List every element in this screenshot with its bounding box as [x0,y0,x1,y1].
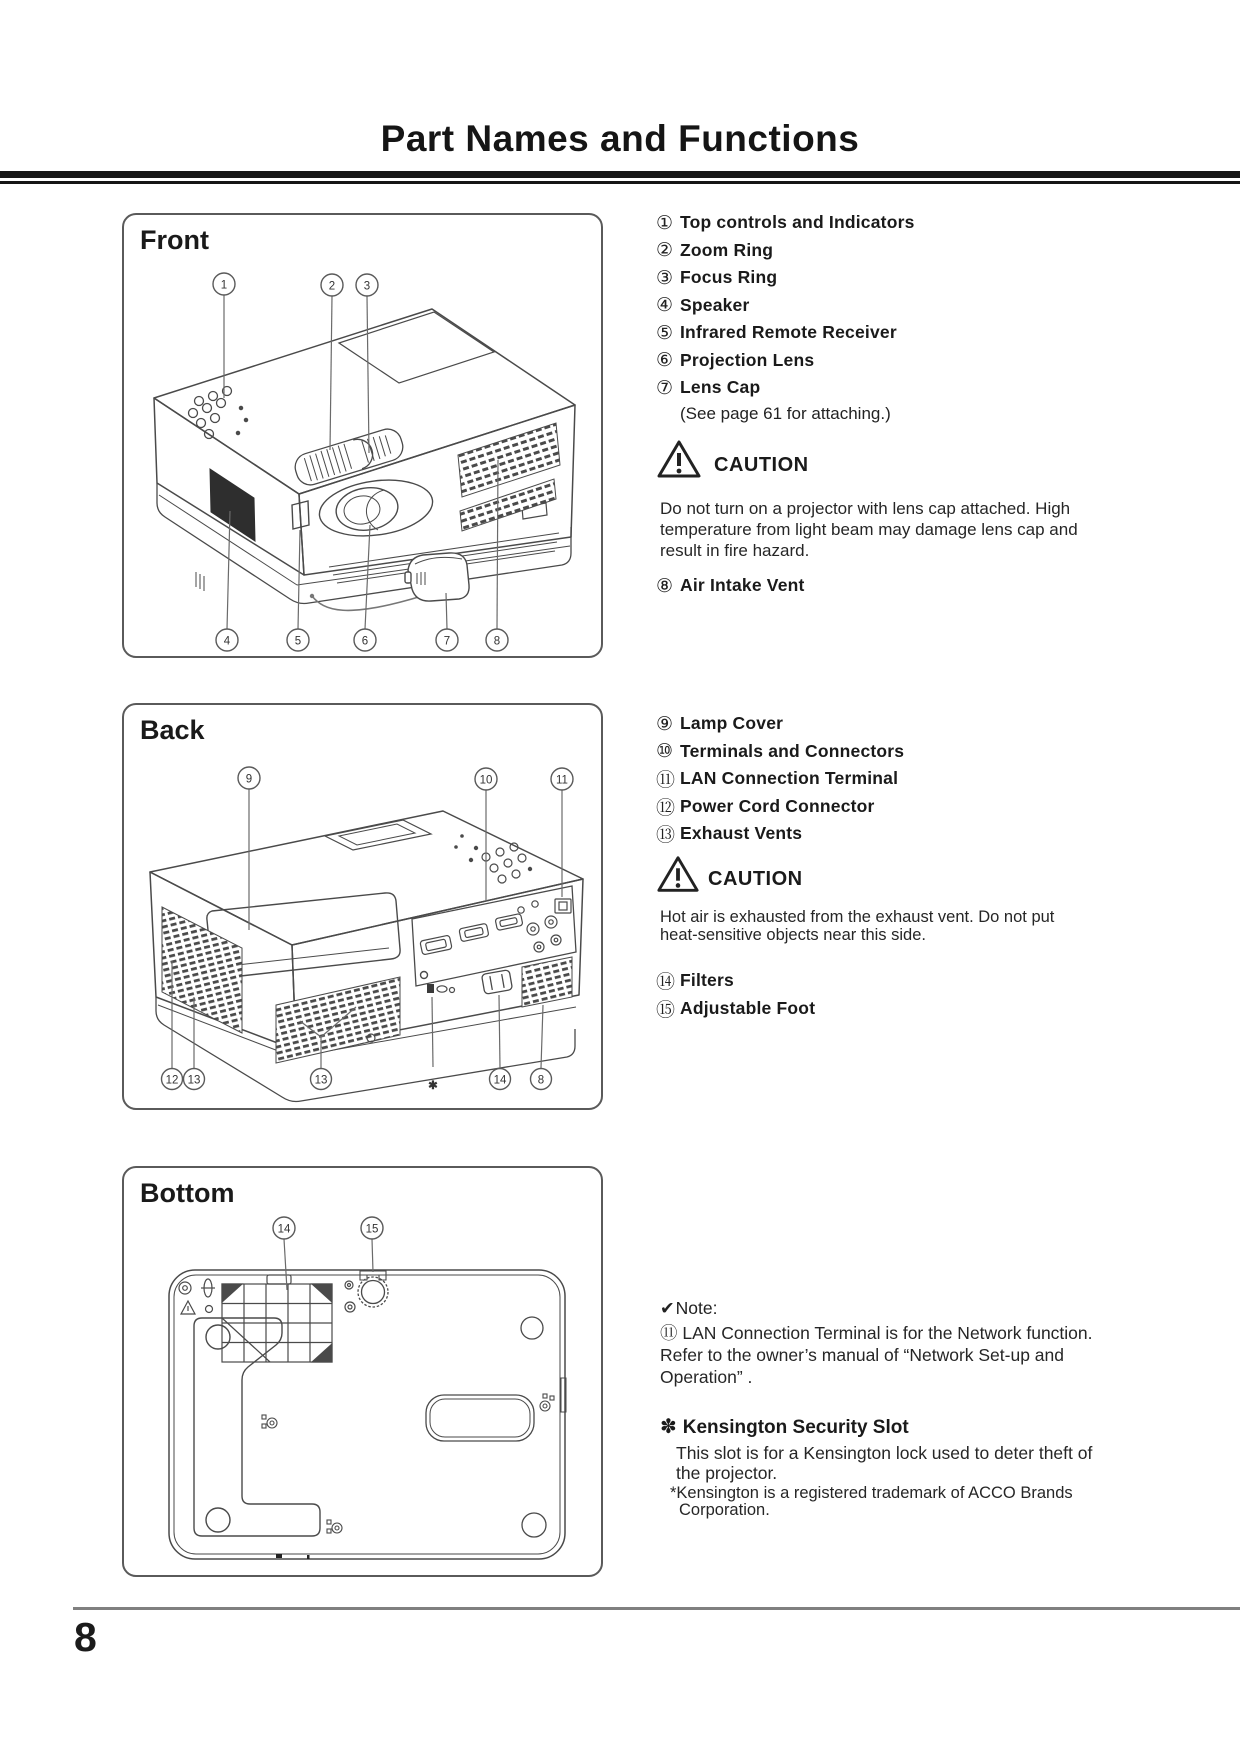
front-projector-illustration [124,215,601,656]
list-item: ⑩ Terminals and Connectors [656,740,905,763]
bottom-tick [307,1555,310,1559]
svg-text:11: 11 [556,774,568,787]
warning-triangle-icon [656,438,702,480]
bottom-body-outline [169,1270,565,1559]
caution-1-header: CAUTION [656,438,1222,480]
svg-text:2: 2 [328,280,336,293]
zoom-focus-rings-illustration [292,426,407,489]
indicator-dot [460,834,464,838]
svg-text:8: 8 [493,635,501,648]
air-intake-item: ⑧ Air Intake Vent [656,574,805,597]
front-parts-list [656,209,1222,402]
front-callout-7 [436,593,458,651]
svg-text:14: 14 [493,1074,507,1087]
lens-cap-illustration [310,553,469,610]
front-callout-6 [354,525,376,651]
asterisk-icon: ✽ [660,1414,677,1438]
list-item: ① Top controls and Indicators [656,211,915,234]
back-callout-9 [238,767,260,930]
back-projector-illustration [124,705,601,1108]
list-item: ⑥ Projection Lens [656,349,815,372]
caution-2-body: Hot air is exhausted from the exhaust vent. Do not put heat-sensitive objects near this side. [660,908,1055,944]
bottom-callout-14 [273,1217,295,1290]
svg-text:13: 13 [187,1074,201,1087]
back-parts-list-2 [656,967,1222,1022]
page-number: 8 [74,1614,97,1660]
svg-text:13: 13 [314,1074,328,1087]
svg-text:5: 5 [294,635,302,648]
kensington-trademark: *Kensington is a registered trademark of ACCO Brands Corporation. [670,1484,1073,1519]
list-item: ④ Speaker [656,294,750,317]
svg-text:10: 10 [479,774,493,787]
list-item: ⑤ Infrared Remote Receiver [656,321,897,344]
svg-text:✱: ✱ [428,1080,438,1092]
terminals-illustration [420,899,571,955]
kensington-header: ✽ Kensington Security Slot [660,1414,909,1438]
kensington-body: This slot is for a Kensington lock used to deter theft of the projector. [676,1443,1093,1483]
back-parts-list [656,710,1222,848]
check-icon: ✔ [660,1299,675,1319]
front-callout-5 [287,530,309,651]
svg-text:9: 9 [245,773,253,786]
note-body: ⑪ LAN Connection Terminal is for the Network function. Refer to the owner’s manual of “Network Set-up and Operation” . [660,1323,1093,1387]
projection-lens-illustration [316,473,436,542]
back-callout-8 [531,1005,552,1090]
bottom-tick [276,1554,282,1558]
svg-text:14: 14 [277,1223,291,1236]
top-recess-illustration [339,312,494,383]
bottom-recess-illustration [426,1317,566,1537]
list-item: ⑨ Lamp Cover [656,712,784,735]
indicator-dot [454,845,458,849]
front-diagram-label: Front [140,225,209,255]
list-item: ② Zoom Ring [656,239,774,262]
back-diagram-panel [122,703,603,1110]
bottom-callout-15 [361,1217,383,1272]
lens-cap-note: (See page 61 for attaching.) [680,404,891,423]
svg-text:6: 6 [361,635,369,648]
list-item: ⑦ Lens Cap [656,376,761,399]
bottom-diagram-panel [122,1166,603,1577]
note-header: ✔Note: [660,1298,718,1319]
title-rule-thick [0,171,1240,178]
svg-text:7: 7 [443,635,451,648]
caution-1-body: Do not turn on a projector with lens cap attached. High temperature from light beam may damage lens cap and result in fire hazard. [660,499,1078,560]
foot-screw-icons [262,1394,554,1533]
list-item: ⑫ Power Cord Connector [656,795,875,819]
list-item: ③ Focus Ring [656,266,778,289]
bottom-projector-illustration [124,1168,601,1575]
caution-2-header: CAUTION [656,854,1222,894]
bottom-diagram-label: Bottom [140,1178,235,1208]
svg-text:1: 1 [220,279,228,292]
title-rule-thin [0,181,1240,184]
air-intake-vent-illustration [522,957,572,1007]
front-callout-3 [356,274,378,453]
adjustable-foot-illustration [358,1271,388,1307]
warning-triangle-icon [656,854,700,894]
exhaust-vent-bottom-illustration [276,977,400,1063]
list-item: ⑮ Adjustable Foot [656,997,816,1021]
svg-text:3: 3 [363,280,371,293]
list-item: ⑭ Filters [656,970,734,994]
filter-foot-illustration [481,970,512,995]
list-item: ⑪ LAN Connection Terminal [656,768,899,792]
svg-text:4: 4 [223,635,231,648]
kensington-slot-illustration [427,984,455,993]
svg-text:15: 15 [365,1223,379,1236]
back-callout-star [428,997,438,1092]
front-callout-2 [321,274,343,450]
front-callout-1 [213,273,235,398]
back-callout-11 [551,768,573,897]
front-diagram-panel [122,213,603,658]
page-title: Part Names and Functions [380,118,860,159]
back-diagram-label: Back [140,715,205,745]
back-callout-10 [475,768,497,901]
footer-rule [73,1607,1240,1610]
svg-text:8: 8 [537,1074,545,1087]
top-controls-illustration [189,387,248,439]
svg-text:12: 12 [165,1074,179,1087]
list-item: ⑬ Exhaust Vents [656,823,803,847]
